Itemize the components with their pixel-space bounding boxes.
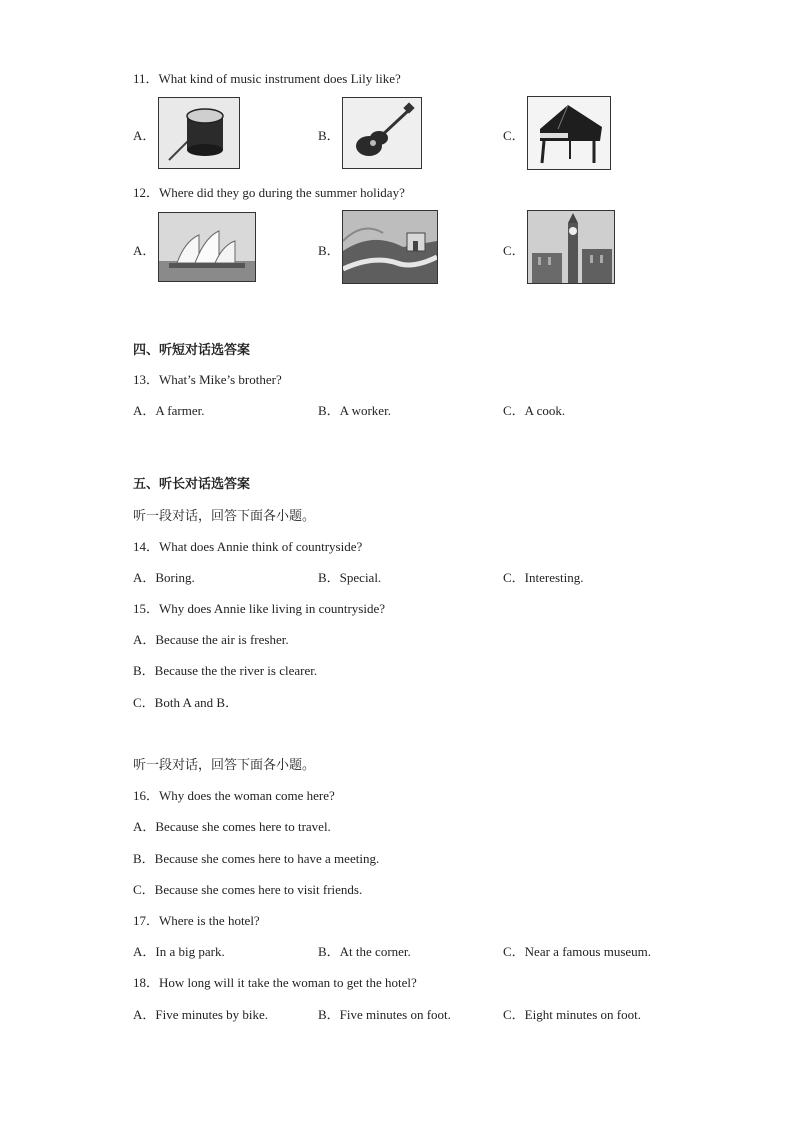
opera-house-icon	[158, 212, 256, 282]
great-wall-icon	[342, 210, 438, 284]
q17-option-a: A．In a big park.	[133, 944, 225, 959]
instruction-2: 听一段对话，回答下面各小题。	[133, 758, 316, 773]
q18-option-b: B．Five minutes on foot.	[318, 1007, 451, 1022]
q13-option-b: B．A worker.	[318, 403, 391, 418]
question-13: 13．What’s Mike’s brother?	[133, 372, 282, 387]
q15-option-b: B．Because the the river is clearer.	[133, 663, 318, 678]
q16-option-c: C．Because she comes here to visit friends.	[133, 882, 363, 897]
q16-option-b: B．Because she comes here to have a meeting.	[133, 851, 380, 866]
question-12: 12．Where did they go during the summer holiday?	[133, 185, 405, 200]
q15-option-c: C．Both A and B．	[133, 695, 239, 710]
q14-option-a: A．Boring.	[133, 570, 195, 585]
q13-option-c: C．A cook.	[503, 403, 566, 418]
piano-icon	[527, 96, 611, 170]
q17-option-c: C．Near a famous museum.	[503, 944, 652, 959]
question-14: 14．What does Annie think of countryside?	[133, 539, 363, 554]
drum-icon	[158, 97, 240, 169]
guitar-icon	[342, 97, 422, 169]
question-16: 16．Why does the woman come here?	[133, 788, 335, 803]
question-17: 17．Where is the hotel?	[133, 913, 260, 928]
q13-option-a: A．A farmer.	[133, 403, 205, 418]
q16-option-a: A．Because she comes here to travel.	[133, 819, 331, 834]
q12-option-b-letter: B．	[318, 243, 340, 258]
big-ben-icon	[527, 210, 615, 284]
q18-option-a: A．Five minutes by bike.	[133, 1007, 269, 1022]
q11-option-c-letter: C．	[503, 128, 525, 143]
q11-option-b-letter: B．	[318, 128, 340, 143]
q17-option-b: B．At the corner.	[318, 944, 411, 959]
q14-option-b: B．Special.	[318, 570, 382, 585]
section-5-heading: 五、听长对话选答案	[133, 477, 251, 492]
q12-option-a-letter: A．	[133, 243, 156, 258]
q11-option-a-letter: A．	[133, 128, 156, 143]
question-18: 18．How long will it take the woman to get the hotel?	[133, 975, 417, 990]
q18-option-c: C．Eight minutes on foot.	[503, 1007, 641, 1022]
question-15: 15．Why does Annie like living in countryside?	[133, 601, 386, 616]
q12-option-c-letter: C．	[503, 243, 525, 258]
section-4-heading: 四、听短对话选答案	[133, 343, 251, 358]
q14-option-c: C．Interesting.	[503, 570, 584, 585]
q15-option-a: A．Because the air is fresher.	[133, 632, 289, 647]
instruction-1: 听一段对话，回答下面各小题。	[133, 509, 316, 524]
question-11: 11．What kind of music instrument does Lily like?	[133, 71, 401, 86]
